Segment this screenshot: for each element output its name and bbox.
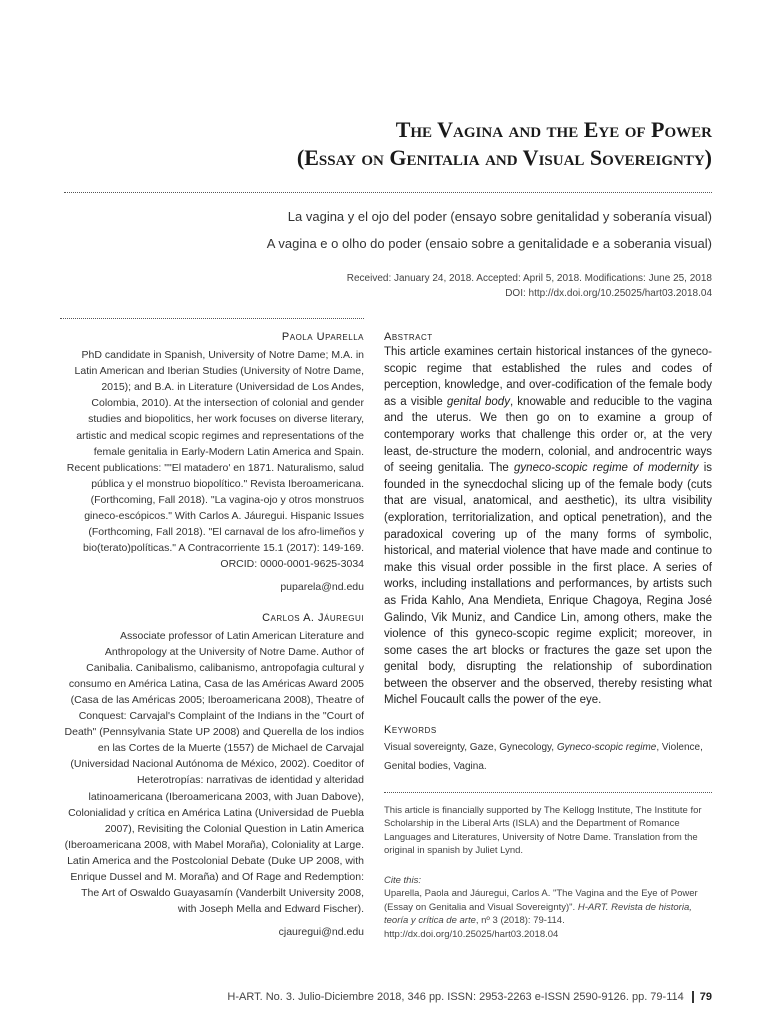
keywords-italic: Gyneco-scopic regime — [556, 742, 657, 753]
author-email-jauregui: cjauregui@nd.edu — [278, 926, 364, 939]
abstract-text: , knowable and reducible to the vagina and the uterus. We then go on to examine a group of contemporary works that challenge this order or, at the very least, de-structure the modern, colonial, and androcentric ways of seeing genitalia. The — [384, 395, 712, 475]
abstract-text: This article examines certain historical instances of the gyneco-scopic regime that established the rules and codes of perception, knowledge, and over-codification of the female body as a visible — [384, 346, 712, 408]
abstract-italic: genital body — [446, 395, 510, 408]
author-bios — [60, 329, 364, 940]
dotted-divider — [64, 192, 712, 193]
author-orcid-uparella: ORCID: 0000-0001-9625-3034 — [220, 558, 364, 571]
title-line-2: (Essay on Genitalia and Visual Sovereignty) — [296, 145, 712, 170]
keywords-section — [384, 724, 712, 776]
author-bio-jauregui: Associate professor of Latin American Literature and Anthropology at the University of Notre Dame. Author of Canibalia. Canibalismo, calibanismo, antropofagia cultural y consumo en América Latina, Casa de las Américas Award 2005 (Casa de las Américas 2005; Iberoamericana 2008), Theatre of Conquest: Carvajal's Complaint of the Indians in the "Court of Death" (Pennsylvania State UP 2008) and Querella de los indios en las Cortes de la Muerte (1557) de Michael de Carvajal (Universidad Nacional Autónoma de México, 2002). Coeditor of Heterotropías: narrativas de identidad y alteridad latinoamericana (Iberoamericana 2003, with Juan Dabove), Colonialidad y crítica en América Latina (Universidad de Puebla 2007), Revisiting the Colonial Question in Latin America (Iberoamericana 2008, with Mabel Moraña), Coloniality at Large. Latin America and the Postcolonial Debate (Duke UP 2008, with Enrique Dussel and M. Moraña) and Of Rage and Redemption: The Art of Oswaldo Guayasamín (Vanderbilt University 2008, with Joseph Mella and Edward Fischer). — [64, 629, 364, 916]
cite-body — [384, 887, 712, 941]
author-name-jauregui: Carlos A. Jáuregui — [262, 611, 364, 624]
abstract-heading: Abstract — [384, 331, 433, 343]
abstract-body — [384, 344, 712, 709]
keywords-body — [384, 738, 712, 776]
cite-text: , nº 3 (2018): 79-114. http://dx.doi.org/10.25025/hart03.2018.04 — [384, 915, 565, 940]
received-dates: Received: January 24, 2018. Accepted: April 5, 2018. Modifications: June 25, 2018 — [346, 273, 712, 284]
right-dotted-divider — [384, 792, 712, 793]
author-name-uparella: Paola Uparella — [281, 331, 364, 343]
abstract-italic: gyneco-scopic regime of modernity — [514, 462, 699, 475]
author-email-uparella: puparela@nd.edu — [280, 581, 364, 594]
cite-italic: H-ART. Revista de historia, teoría y crítica de arte — [384, 901, 692, 927]
subtitle-portuguese: A vagina e o olho do poder (ensaio sobre a genitalidade e a soberania visual) — [266, 236, 712, 251]
abstract-section — [384, 331, 712, 709]
funding-note: This article is financially supported by The Kellogg Institute, The Institute for Scholarship in the Liberal Arts (ISLA) and the Department of Romance Languages and Literatures, University of Notre Dame. Translation from the original in spanish by Juliet Lynd. — [384, 805, 702, 857]
page-number: 79 — [699, 991, 712, 1003]
cite-label: Cite this: — [384, 875, 421, 886]
cite-text: Uparella, Paola and Jáuregui, Carlos A. "The Vagina and the Eye of Power (Essay on Genitalia and Visual Sovereignty)". — [384, 888, 698, 913]
keywords-text: Visual sovereignty, Gaze, Gynecology, — [384, 742, 557, 753]
keywords-text: , Violence, Genital bodies, Vagina. — [384, 742, 703, 772]
abstract-text: is founded in the synecdochal slicing up of the female body (cuts that are visual, anatomical, and aesthetic), its ultra visibility (exploration, territorialization, and optical penetration), and the paradoxical covering up of the many forms of symbolic, historical, and material violence that have made and continue to make this visual order possible in the first place. A series of works, including installations and performances, by artists such as Frida Kahlo, Ana Mendieta, Enrique Chagoya, Regina José Galindo, Vik Muniz, and Candice Lin, among others, make the violence of this gyneco-scopic regime explicit; moreover, in some cases the art blocks or fractures the gaze set upon the genital body, disrupting the relationship of subordination between the observer and the observed, thereby resisting what Michel Foucault calls the power of the eye. — [384, 462, 712, 707]
title-line-1: The Vagina and the Eye of Power — [395, 117, 712, 142]
doi: DOI: http://dx.doi.org/10.25025/hart03.2018.04 — [505, 288, 712, 299]
keywords-heading: Keywords — [384, 724, 437, 736]
subtitle-spanish: La vagina y el ojo del poder (ensayo sobre genitalidad y soberanía visual) — [287, 209, 712, 224]
left-dotted-divider — [60, 318, 364, 319]
citation-block — [384, 874, 712, 941]
author-bio-uparella: PhD candidate in Spanish, University of Notre Dame; M.A. in Latin American and Iberian Studies (University of Notre Dame, 2015); and B.A. in Literature (Universidad de Los Andes, Colombia, 2010). At the intersection of colonial and gender studies and biopolitics, her work focuses on diverse literary, artistic and medical scopic regimes and representations of the female genitalia in Early-Modern Latin America and Spain. Recent publications: ""El matadero' en 1871. Naturalismo, salud pública y el monstruo biopolítico." Revista Iberoamericana. (Forthcoming, Fall 2018). "La vagina-ojo y otros monstruos gineco-escópicos." With Carlos A. Jáuregui. Hispanic Issues (Forthcoming, Fall 2018). "El carnaval de los afro-limeños y bio(terato)políticas." A Contracorriente 15.1 (2017): 149-169. — [66, 349, 364, 555]
page-footer — [227, 991, 712, 1003]
footer-separator — [692, 991, 694, 1003]
article-title — [100, 116, 712, 172]
footer-journal-info: H-ART. No. 3. Julio-Diciembre 2018, 346 pp. ISSN: 2953-2263 e-ISSN 2590-9126. pp. 79-114 — [227, 991, 684, 1003]
